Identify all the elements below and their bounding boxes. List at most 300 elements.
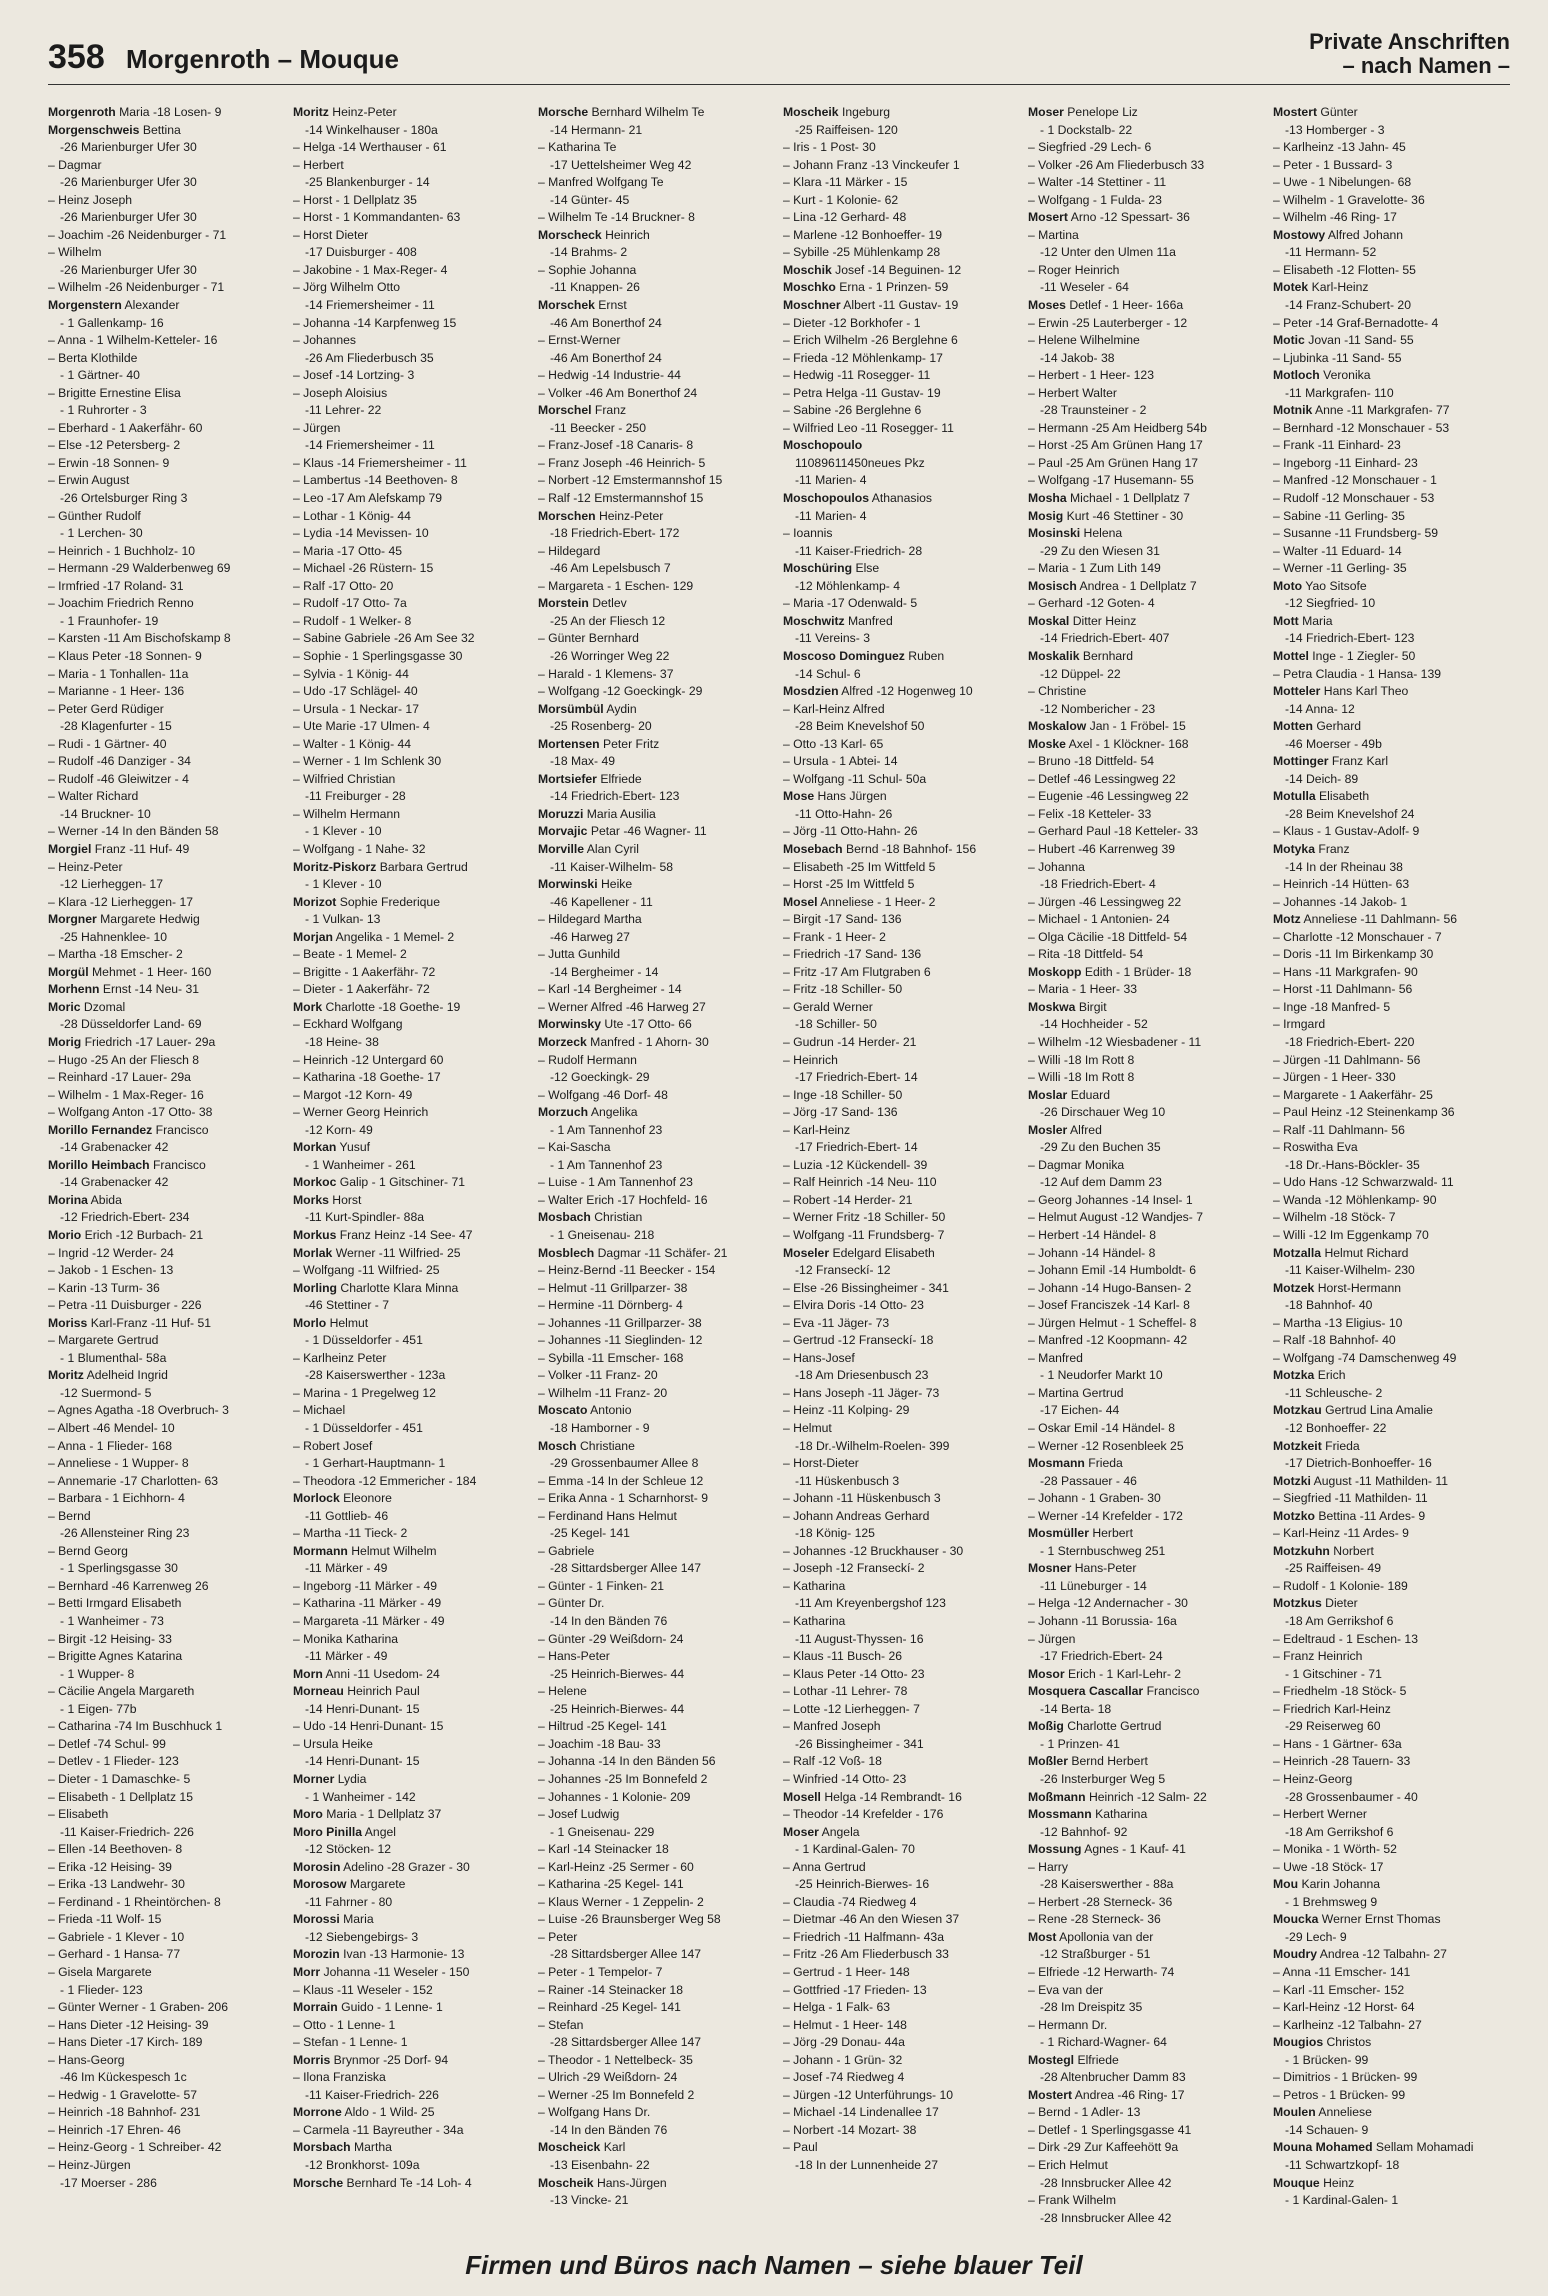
directory-entry: [1028, 1736, 1264, 1754]
entry-details: -29 Lech- 9: [1285, 1929, 1347, 1944]
directory-entry: [1028, 543, 1264, 561]
entry-details: – Gerhard -12 Goten- 4: [1028, 596, 1155, 611]
directory-entry: [1028, 1104, 1264, 1122]
directory-entry: [783, 2157, 1019, 2175]
directory-entry: [293, 192, 529, 210]
entry-details: Yusuf: [339, 1140, 371, 1155]
entry-details: Abida: [90, 1192, 122, 1207]
entry-surname: Moßig: [1028, 1719, 1064, 1734]
directory-entry: [1028, 1455, 1264, 1473]
directory-entry: [293, 279, 529, 297]
directory-entry: [293, 946, 529, 964]
directory-entry: [48, 648, 284, 666]
entry-surname: Morgiel: [48, 841, 92, 856]
entry-details: - 1 Am Tannenhof 23: [550, 1122, 663, 1137]
entry-details: – Erika Anna - 1 Scharnhorst- 9: [538, 1491, 709, 1506]
entry-surname: Morgül: [48, 964, 89, 979]
directory-entry: [783, 736, 1019, 754]
directory-entry: [293, 1069, 529, 1087]
entry-details: -11 Kaiser-Wilhelm- 58: [550, 859, 674, 874]
entry-details: – Wilhelm -11 Franz- 20: [538, 1385, 668, 1400]
entry-details: – Hedwig -11 Rosegger- 11: [783, 368, 931, 383]
entry-details: – Hans Dieter -12 Heising- 39: [48, 2017, 209, 2032]
entry-surname: Morschek: [538, 298, 595, 313]
entry-details: -18 Schiller- 50: [795, 1017, 877, 1032]
directory-entry: [538, 1402, 774, 1420]
entry-details: – Susanne -11 Frundsberg- 59: [1273, 526, 1439, 541]
directory-entry: [1273, 1789, 1509, 1807]
directory-entry: [293, 2087, 529, 2105]
directory-entry: [293, 578, 529, 596]
directory-entry: [293, 1122, 529, 1140]
directory-entry: [783, 472, 1019, 490]
entry-details: – Walter -11 Eduard- 14: [1273, 543, 1402, 558]
entry-details: – Jürgen -11 Dahlmann- 56: [1273, 1052, 1421, 1067]
entry-surname: Morosow: [293, 1877, 347, 1892]
directory-entry: [538, 1736, 774, 1754]
entry-surname: Morlak: [293, 1245, 333, 1260]
directory-entry: [538, 1139, 774, 1157]
entry-surname: Mott: [1273, 613, 1299, 628]
directory-entry: [538, 1613, 774, 1631]
entry-details: -17 Dietrich-Bonhoeffer- 16: [1285, 1456, 1432, 1471]
directory-entry: [48, 1490, 284, 1508]
entry-details: – Klara -12 Lierheggen- 17: [48, 894, 193, 909]
directory-entry: [1028, 1034, 1264, 1052]
directory-entry: [783, 1631, 1019, 1649]
directory-entry: [1028, 402, 1264, 420]
directory-entry: [538, 1438, 774, 1456]
directory-entry: [1273, 1736, 1509, 1754]
directory-entry: [48, 718, 284, 736]
directory-entry: [293, 104, 529, 122]
directory-entry: [1028, 613, 1264, 631]
directory-entry: [48, 508, 284, 526]
entry-details: – Norbert -12 Emstermannshof 15: [538, 473, 723, 488]
entry-details: -14 Berta- 18: [1040, 1701, 1112, 1716]
directory-entry: [1028, 701, 1264, 719]
entry-surname: Motyka: [1273, 841, 1315, 856]
directory-entry: [48, 2104, 284, 2122]
entry-details: – Horst -11 Dahlmann- 56: [1273, 982, 1413, 997]
entry-details: Jan - 1 Fröbel- 15: [1089, 719, 1186, 734]
entry-details: Ditter Heinz: [1072, 613, 1137, 628]
entry-details: – Dietmar -46 An den Wiesen 37: [783, 1912, 960, 1927]
entry-details: – Karl-Heinz -11 Ardes- 9: [1273, 1526, 1409, 1541]
footer-note: Firmen und Büros nach Namen – siehe blauer Teil: [465, 2250, 1083, 2280]
directory-entry: [1028, 192, 1264, 210]
directory-entry: [293, 350, 529, 368]
directory-entry: [1273, 1174, 1509, 1192]
directory-entry: [48, 1543, 284, 1561]
directory-entry: [1273, 402, 1509, 420]
entry-details: – Uwe - 1 Nibelungen- 68: [1273, 175, 1412, 190]
directory-entry: [48, 1438, 284, 1456]
entry-details: - 1 Flieder- 123: [60, 1982, 143, 1997]
entry-details: Alfred -12 Hogenweg 10: [841, 684, 973, 699]
directory-entry: [783, 420, 1019, 438]
directory-entry: [293, 560, 529, 578]
entry-details: – Hermann -25 Am Heidberg 54b: [1028, 420, 1207, 435]
entry-details: Axel - 1 Klöckner- 168: [1068, 736, 1189, 751]
directory-entry: [1028, 209, 1264, 227]
entry-details: -11 Schleusche- 2: [1285, 1385, 1383, 1400]
entry-details: – Katharina -18 Goethe- 17: [293, 1070, 441, 1085]
entry-surname: Morsche: [293, 2175, 344, 2190]
entry-details: – Manfred -12 Koopmann- 42: [1028, 1333, 1188, 1348]
entry-details: Edelgard Elisabeth: [832, 1245, 935, 1260]
entry-details: – Walter Erich -17 Hochfeld- 16: [538, 1192, 708, 1207]
directory-entry: [48, 859, 284, 877]
directory-entry: [538, 841, 774, 859]
entry-details: – Gabriele - 1 Klever - 10: [48, 1929, 185, 1944]
entry-details: -11 Marien- 4: [795, 508, 867, 523]
directory-entry: [1273, 2157, 1509, 2175]
entry-details: Heinrich Paul: [347, 1684, 420, 1699]
entry-details: -11 Weseler - 64: [1040, 280, 1129, 295]
entry-details: - 1 Ruhrorter - 3: [60, 403, 147, 418]
entry-details: – Martha -13 Eligius- 10: [1273, 1315, 1403, 1330]
directory-entry: [48, 894, 284, 912]
directory-entry: [1028, 244, 1264, 262]
entry-details: Agnes - 1 Kauf- 41: [1084, 1842, 1186, 1857]
entry-surname: Moskal: [1028, 613, 1070, 628]
directory-column-5: [1028, 104, 1264, 2244]
directory-entry: [783, 1911, 1019, 1929]
entry-details: -29 Grossenbaumer Allee 8: [550, 1456, 699, 1471]
entry-details: - 1 Gitschiner - 71: [1285, 1666, 1382, 1681]
entry-surname: Mosinski: [1028, 526, 1081, 541]
directory-entry: [1028, 1473, 1264, 1491]
directory-column-6: [1273, 104, 1509, 2244]
entry-details: -13 Homberger - 3: [1285, 122, 1385, 137]
directory-entry: [293, 385, 529, 403]
directory-entry: [783, 823, 1019, 841]
directory-entry: [1273, 1034, 1509, 1052]
directory-entry: [538, 911, 774, 929]
directory-entry: [48, 2017, 284, 2035]
entry-details: – Johann -14 Händel- 8: [1028, 1245, 1156, 1260]
entry-details: Heinz: [1323, 2175, 1355, 2190]
entry-details: – Karl -11 Emscher- 152: [1273, 1982, 1405, 1997]
directory-entry: [538, 1420, 774, 1438]
directory-entry: [1028, 859, 1264, 877]
directory-entry: [1028, 1771, 1264, 1789]
directory-entry: [1273, 1946, 1509, 1964]
entry-details: – Werner -14 Krefelder - 172: [1028, 1508, 1183, 1523]
entry-details: Helga -14 Rembrandt- 16: [824, 1789, 962, 1804]
entry-surname: Moschik: [783, 262, 832, 277]
entry-details: – Eugenie -46 Lessingweg 22: [1028, 789, 1189, 804]
directory-entry: [1028, 1245, 1264, 1263]
directory-entry: [1028, 437, 1264, 455]
directory-entry: [1273, 894, 1509, 912]
entry-details: -14 Günter- 45: [550, 192, 630, 207]
directory-entry: [293, 2017, 529, 2035]
directory-entry: [293, 2157, 529, 2175]
section-title: [1309, 30, 1510, 78]
entry-details: – Irmgard: [1273, 1017, 1326, 1032]
entry-details: Bernhard: [1082, 648, 1134, 663]
entry-details: - 1 Gerhart-Hauptmann- 1: [305, 1456, 446, 1471]
entry-details: Anni -11 Usedom- 24: [325, 1666, 440, 1681]
entry-details: -18 Heine- 38: [305, 1034, 379, 1049]
directory-entry: [783, 2087, 1019, 2105]
entry-details: – Jakob - 1 Eschen- 13: [48, 1263, 174, 1278]
directory-entry: [293, 701, 529, 719]
directory-entry: [1028, 1087, 1264, 1105]
directory-entry: [783, 1245, 1019, 1263]
entry-details: Dzomal: [83, 999, 126, 1014]
directory-entry: [1028, 2034, 1264, 2052]
directory-entry: [1028, 385, 1264, 403]
entry-details: -18 Hamborner - 9: [550, 1421, 650, 1436]
entry-details: – Felix -18 Ketteler- 33: [1028, 806, 1152, 821]
entry-surname: Moslar: [1028, 1087, 1068, 1102]
directory-entry: [538, 2104, 774, 2122]
directory-entry: [48, 1560, 284, 1578]
directory-entry: [48, 2139, 284, 2157]
directory-entry: [1028, 1069, 1264, 1087]
entry-surname: Mossmann: [1028, 1807, 1092, 1822]
directory-entry: [293, 1666, 529, 1684]
entry-details: -12 Friedrich-Ebert- 234: [60, 1210, 190, 1225]
entry-details: – Michael - 1 Antonien- 24: [1028, 912, 1170, 927]
entry-details: – Jürgen: [1028, 1631, 1076, 1646]
entry-details: – Horst - 1 Kommandanten- 63: [293, 210, 461, 225]
directory-entry: [1028, 981, 1264, 999]
directory-entry: [538, 595, 774, 613]
entry-details: Heinrich: [605, 227, 650, 242]
directory-entry: [538, 1982, 774, 2000]
directory-entry: [1273, 2017, 1509, 2035]
directory-entry: [1273, 1367, 1509, 1385]
directory-entry: [1273, 1297, 1509, 1315]
entry-details: – Cäcilie Angela Margareth: [48, 1684, 195, 1699]
directory-entry: [1273, 472, 1509, 490]
entry-details: -17 Uettelsheimer Weg 42: [550, 157, 692, 172]
entry-details: Aydin: [606, 701, 637, 716]
entry-details: – Sabine -11 Gerling- 35: [1273, 508, 1405, 523]
directory-entry: [293, 1771, 529, 1789]
entry-details: -14 Bruckner- 10: [60, 806, 151, 821]
entry-details: – Luzia -12 Kückendell- 39: [783, 1157, 928, 1172]
directory-entry: [293, 1894, 529, 1912]
directory-entry: [1028, 122, 1264, 140]
directory-entry: [538, 1578, 774, 1596]
entry-details: -12 Franseckí- 12: [795, 1263, 891, 1278]
entry-details: Franz -11 Huf- 49: [94, 841, 190, 856]
entry-details: Manfred: [848, 613, 893, 628]
entry-details: – Frank - 1 Heer- 2: [783, 929, 886, 944]
entry-details: – Martha -18 Emscher- 2: [48, 947, 183, 962]
directory-entry: [293, 1104, 529, 1122]
directory-entry: [783, 894, 1019, 912]
entry-surname: Mosdzien: [783, 684, 839, 699]
directory-entry: [538, 964, 774, 982]
entry-details: Erich: [1317, 1368, 1346, 1383]
entry-details: -26 Insterburger Weg 5: [1040, 1771, 1166, 1786]
directory-entry: [48, 1631, 284, 1649]
directory-entry: [48, 192, 284, 210]
entry-details: – Detlef - 1 Sperlingsgasse 41: [1028, 2122, 1192, 2137]
entry-surname: Motzkeit: [1273, 1438, 1322, 1453]
entry-details: – Elfriede -12 Herwarth- 74: [1028, 1964, 1175, 1979]
entry-details: – Heinrich -28 Tauern- 33: [1273, 1754, 1411, 1769]
entry-details: – Eva -11 Jäger- 73: [783, 1315, 890, 1330]
entry-details: Margarete: [349, 1877, 406, 1892]
directory-entry: [293, 1753, 529, 1771]
directory-entry: [1028, 1595, 1264, 1613]
directory-entry: [293, 1648, 529, 1666]
directory-entry: [48, 1613, 284, 1631]
entry-details: Johanna -11 Weseler - 150: [323, 1964, 470, 1979]
directory-entry: [1273, 1648, 1509, 1666]
directory-entry: [1028, 894, 1264, 912]
directory-entry: [1273, 823, 1509, 841]
directory-entry: [783, 1508, 1019, 1526]
directory-entry: [293, 1402, 529, 1420]
entry-details: – Birgit -17 Sand- 136: [783, 912, 902, 927]
entry-surname: Mosebach: [783, 841, 843, 856]
entry-details: – Bruno -18 Dittfeld- 54: [1028, 754, 1155, 769]
entry-details: -11 Marien- 4: [795, 473, 867, 488]
directory-entry: [293, 595, 529, 613]
entry-surname: Motteler: [1273, 684, 1321, 699]
directory-entry: [48, 1262, 284, 1280]
directory-entry: [1273, 648, 1509, 666]
directory-entry: [783, 1139, 1019, 1157]
directory-entry: [538, 1946, 774, 1964]
entry-details: – Anna - 1 Wilhelm-Ketteler- 16: [48, 333, 218, 348]
entry-details: – Hildegard: [538, 543, 601, 558]
entry-details: – Anna Gertrud: [783, 1859, 866, 1874]
entry-details: Heinrich -12 Salm- 22: [1088, 1789, 1207, 1804]
directory-entry: [538, 1350, 774, 1368]
entry-details: -11 Freiburger - 28: [305, 789, 406, 804]
directory-entry: [48, 630, 284, 648]
entry-details: Mehmet - 1 Heer- 160: [92, 964, 212, 979]
entry-details: Eleonore: [343, 1491, 392, 1506]
entry-details: -14 Friedrich-Ebert- 123: [550, 789, 680, 804]
entry-details: -46 Stettiner - 7: [305, 1298, 389, 1313]
directory-entry: [783, 1789, 1019, 1807]
entry-details: – Wilhelm -46 Ring- 17: [1273, 210, 1397, 225]
entry-details: - 1 Am Tannenhof 23: [550, 1157, 663, 1172]
entry-details: – Wilhelm - 1 Gravelotte- 36: [1273, 192, 1425, 207]
entry-details: Katharina: [1095, 1807, 1148, 1822]
entry-details: Aldo - 1 Wild- 25: [344, 2105, 435, 2120]
entry-surname: Mortensen: [538, 736, 600, 751]
entry-details: – Elisabeth - 1 Dellplatz 15: [48, 1789, 193, 1804]
entry-details: – Klaus -11 Busch- 26: [783, 1649, 903, 1664]
entry-details: Hans-Jürgen: [596, 2175, 667, 2190]
directory-entry: [538, 1701, 774, 1719]
entry-surname: Mosor: [1028, 1666, 1065, 1681]
entry-details: -12 Lierheggen- 17: [60, 877, 163, 892]
directory-entry: [293, 2052, 529, 2070]
directory-entry: [1028, 788, 1264, 806]
directory-entry: [1273, 1087, 1509, 1105]
entry-details: – Lothar -11 Lehrer- 78: [783, 1684, 908, 1699]
entry-details: -14 Bergheimer - 14: [550, 964, 659, 979]
directory-entry: [1273, 560, 1509, 578]
entry-details: – Marlene -12 Bonhoeffer- 19: [783, 227, 942, 242]
entry-details: – Frank Wilhelm: [1028, 2193, 1117, 2208]
directory-entry: [293, 718, 529, 736]
directory-entry: [1273, 543, 1509, 561]
entry-details: – Wolfgang -11 Schul- 50a: [783, 771, 927, 786]
directory-entry: [1028, 999, 1264, 1017]
entry-details: -14 Winkelhauser - 180a: [305, 122, 438, 137]
entry-details: – Johanna -14 Karpfenweg 15: [293, 315, 457, 330]
entry-details: - 1 Gärtner- 40: [60, 368, 140, 383]
entry-surname: Mostert: [1028, 2087, 1073, 2102]
entry-details: – Iris - 1 Post- 30: [783, 140, 876, 155]
directory-entry: [1273, 490, 1509, 508]
directory-entry: [1273, 1122, 1509, 1140]
directory-entry: [1028, 718, 1264, 736]
entry-details: Hans Jürgen: [817, 789, 887, 804]
directory-entry: [538, 1209, 774, 1227]
directory-entry: [1028, 1157, 1264, 1175]
directory-entry: [293, 1631, 529, 1649]
directory-entry: [1028, 367, 1264, 385]
entry-details: – Fritz -17 Am Flutgraben 6: [783, 964, 931, 979]
directory-entry: [783, 1595, 1019, 1613]
entry-details: – Ingeborg -11 Einhard- 23: [1273, 455, 1418, 470]
directory-entry: [48, 683, 284, 701]
entry-surname: Moritz-Piskorz: [293, 859, 377, 874]
entry-details: - 1 Gneisenau- 229: [550, 1824, 655, 1839]
entry-details: – Willi -12 Im Eggenkamp 70: [1273, 1228, 1429, 1242]
directory-entry: [48, 1455, 284, 1473]
directory-entry: [1028, 1350, 1264, 1368]
directory-entry: [48, 1876, 284, 1894]
directory-entry: [48, 1806, 284, 1824]
entry-details: – Emma -14 In der Schleue 12: [538, 1473, 704, 1488]
directory-entry: [538, 560, 774, 578]
directory-entry: [293, 244, 529, 262]
entry-details: – Joseph -12 Franseckí- 2: [783, 1561, 925, 1576]
directory-entry: [1028, 1367, 1264, 1385]
entry-details: -14 Hochheider - 52: [1040, 1017, 1148, 1032]
directory-entry: [538, 1894, 774, 1912]
entry-details: Karl-Heinz: [1311, 280, 1369, 295]
entry-surname: Moruzzi: [538, 806, 584, 821]
entry-details: – Lothar - 1 König- 44: [293, 508, 411, 523]
entry-details: – Erwin -25 Lauterberger - 12: [1028, 315, 1188, 330]
directory-entry: [48, 437, 284, 455]
entry-details: Maria -18 Losen- 9: [119, 105, 222, 119]
directory-entry: [538, 1034, 774, 1052]
entry-details: -25 Heinrich-Bierwes- 16: [795, 1877, 930, 1892]
entry-details: Josef -14 Beguinen- 12: [835, 262, 962, 277]
directory-entry: [538, 736, 774, 754]
entry-surname: Morgenstern: [48, 298, 122, 313]
directory-entry: [48, 1315, 284, 1333]
directory-entry: [293, 1420, 529, 1438]
entry-surname: Morscheck: [538, 227, 602, 242]
entry-details: – Eckhard Wolfgang: [293, 1017, 403, 1032]
directory-entry: [1273, 1490, 1509, 1508]
directory-entry: [293, 2104, 529, 2122]
directory-entry: [538, 1666, 774, 1684]
entry-details: – Ingeborg -11 Märker - 49: [293, 1578, 438, 1593]
entry-details: – Dimitrios - 1 Brücken- 99: [1273, 2070, 1418, 2085]
entry-details: Anne -11 Markgrafen- 77: [1314, 403, 1450, 418]
entry-details: Elisabeth: [1319, 789, 1370, 804]
